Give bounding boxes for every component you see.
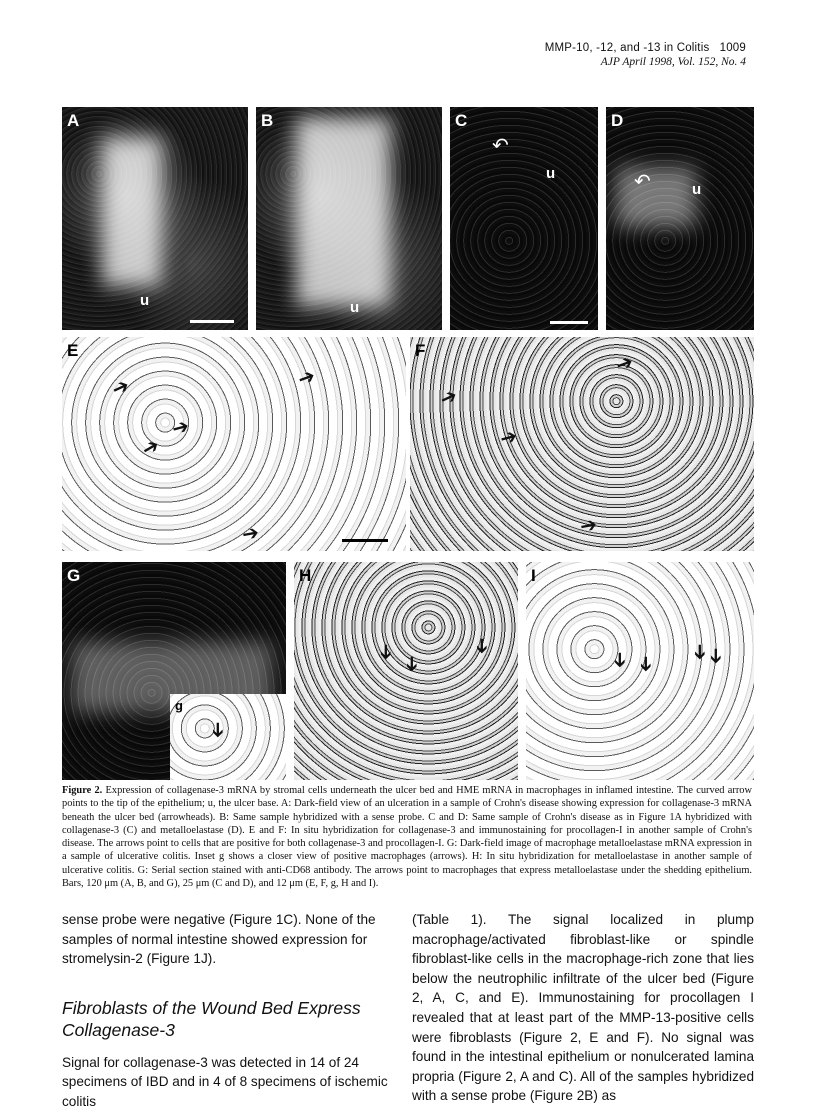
running-title-text: MMP-10, -12, and -13 in Colitis	[544, 42, 710, 54]
figure-panel-e	[62, 337, 406, 551]
page-number: 1009	[719, 42, 746, 54]
paragraph: Signal for collagenase-3 was detected in 14 of 24 specimens of IBD and in 4 of 8 specimens of ischemic colitis	[62, 1054, 388, 1109]
figure-panel-h	[294, 562, 518, 780]
panel-label-b: B	[261, 111, 274, 130]
tissue-glow	[616, 167, 696, 227]
arrow-icon: ➔	[578, 511, 599, 539]
arrow-icon: ➔	[400, 655, 425, 673]
journal-citation: AJP April 1998, Vol. 152, No. 4	[600, 56, 746, 68]
section-heading: Fibroblasts of the Wound Bed Express Collagenase-3	[62, 997, 361, 1040]
arrow-icon: ➔	[704, 647, 729, 665]
arrow-icon: ➔	[107, 372, 134, 402]
figure-caption-title: Figure 2.	[62, 785, 103, 796]
figure-caption	[62, 784, 752, 890]
ulcer-mark-a: u	[140, 292, 150, 309]
figure-panel-f	[410, 337, 754, 551]
arrow-icon: ➔	[634, 655, 659, 673]
panel-label-i: I	[531, 566, 536, 585]
scale-bar-c	[550, 321, 588, 324]
arrow-icon: ➔	[374, 643, 399, 661]
ulcer-mark-c: u	[546, 165, 556, 182]
tissue-glow	[102, 137, 162, 287]
panel-label-f: F	[415, 341, 426, 360]
panel-label-e: E	[67, 341, 79, 360]
arrow-icon: ➔	[435, 382, 462, 412]
inset-g	[170, 694, 286, 780]
page-header	[545, 42, 746, 68]
body-column-left	[62, 910, 392, 1112]
running-title	[545, 42, 746, 54]
curved-arrow-icon: ↶	[634, 169, 651, 193]
arrow-icon: ➔	[688, 643, 713, 661]
figure-panel-g	[62, 562, 286, 780]
scale-bar-e	[342, 539, 388, 542]
figure-caption-text: Expression of collagenase-3 mRNA by stromal cells underneath the ulcer bed and HME mRNA in macrophages in inflamed intestine. The curved arrow points to the tip of the epithelium; u, the ulcer base. A: Dark-field view of an ulceration in a sample of Crohn's disease showing expression for collagenase-3 mRNA beneath the ulcer bed (arrowheads). B: Same sample hybridized with a sense probe. C and D: Same sample of Crohn's disease as in Figure 1A hybridized with collagenase-3 (C) and metalloelastase (D). E and F: In situ hybridization for collagenase-3 and immunostaining for procollagen-I in another sample of Crohn's disease. The arrows point to cells that are positive for both collagenase-3 and procollagen-I. G: Dark-field image of macrophage metalloelastase mRNA expression in a sample of ulcerative colitis. Inset g shows a closer view of positive macrophages (arrows). H: In situ hybridization for metalloelastase in another sample of ulcerative colitis. G: Serial section stained with anti-CD68 antibody. The arrows point to macrophages that express metalloelastase under the shedding epithelium. Bars, 120 μm (A, B, and G), 25 μm (C and D), and 12 μm (E, F, g, H and I).	[62, 785, 752, 890]
panel-label-d: D	[611, 111, 624, 130]
body-column-right	[412, 910, 754, 1106]
curved-arrow-icon: ↶	[492, 133, 509, 157]
scale-bar-a	[190, 320, 234, 323]
paragraph: (Table 1). The signal localized in plump macrophage/activated fibroblast-like or spindle fibroblast-like cells in the macrophage-rich zone that lies below the neutrophilic infiltrate of the ulcer bed (Figure 2, A, C, and E). Immunostaining for procollagen I revealed that at least part of the MMP-13-positive cells were fibroblasts (Figure 2, E and F). No signal was found in the intestinal epithelium or nonulcerated lamina propria (Figure 2, A and C). All of the samples hybridized with a sense probe (Figure 2B) as	[412, 912, 754, 1104]
figure-panel-i	[526, 562, 754, 780]
arrow-icon: ➔	[470, 637, 495, 655]
ulcer-mark-b: u	[350, 299, 360, 316]
panel-label-g: G	[67, 566, 81, 585]
arrow-icon: ➔	[497, 423, 520, 451]
arrow-icon: ➔	[240, 519, 261, 547]
paragraph: sense probe were negative (Figure 1C). None of the samples of normal intestine showed expression for stromelysin-2 (Figure 1J).	[62, 912, 376, 967]
figure-panel-a	[62, 107, 248, 330]
arrow-icon: ➔	[294, 362, 319, 392]
arrow-icon: ➔	[612, 348, 637, 378]
panel-label-a: A	[67, 111, 80, 130]
arrow-icon: ➔	[206, 721, 231, 739]
inset-label-g: g	[175, 698, 183, 713]
tissue-glow	[296, 117, 391, 307]
arrow-icon: ➔	[137, 432, 164, 462]
panel-label-c: C	[455, 111, 468, 130]
figure-panel-d	[606, 107, 754, 330]
panel-label-h: H	[299, 566, 312, 585]
arrow-icon: ➔	[608, 651, 633, 669]
ulcer-mark-d: u	[692, 181, 702, 198]
figure-panel-b	[256, 107, 442, 330]
figure-panel-c	[450, 107, 598, 330]
arrow-icon: ➔	[169, 413, 192, 441]
